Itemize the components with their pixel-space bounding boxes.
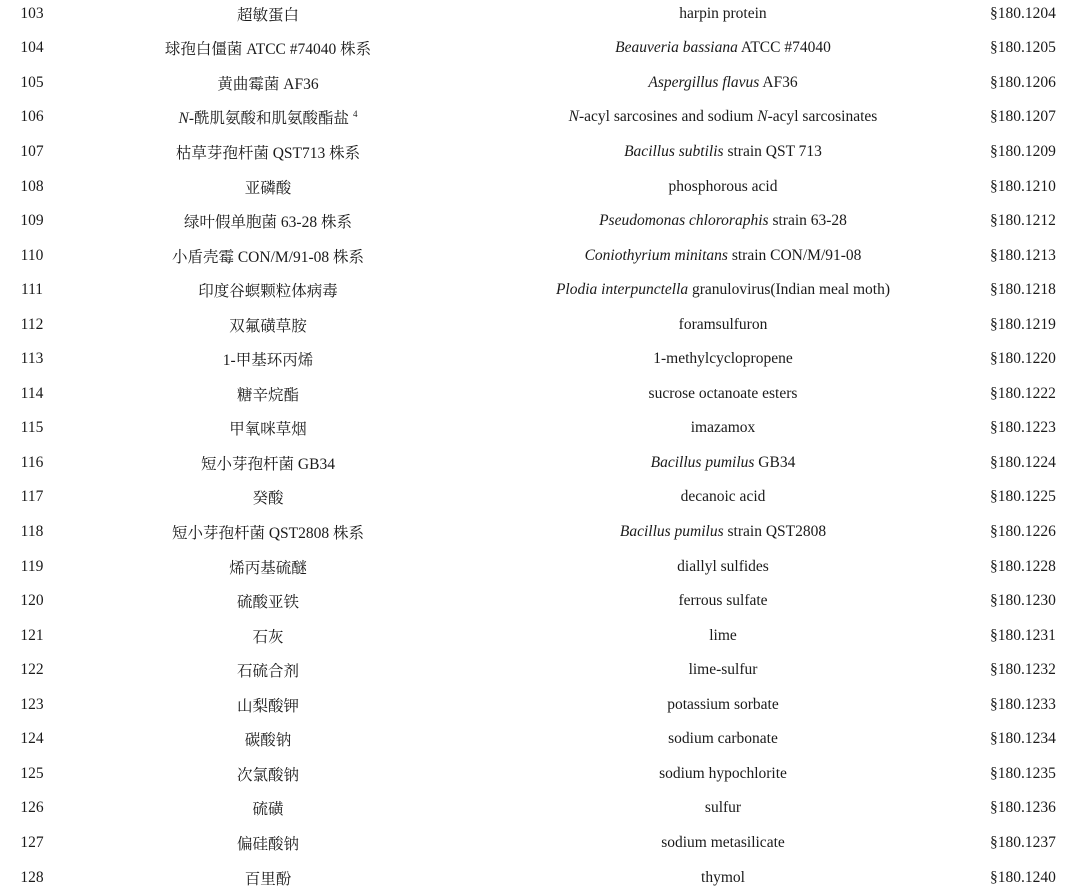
- chinese-name-text: 超敏蛋白: [236, 6, 299, 24]
- regulation-reference: §180.1218: [990, 281, 1056, 299]
- row-number: 121: [20, 626, 44, 644]
- chinese-name-text: 糖辛烷酯: [236, 386, 299, 404]
- english-name: [473, 523, 973, 541]
- chinese-name-text: 小盾壳霉 CON/M/91-08 株系: [171, 248, 365, 266]
- english-name-italic-2: N: [757, 108, 768, 126]
- regulation-reference: §180.1206: [990, 73, 1056, 91]
- english-name-italic: Plodia interpunctella: [555, 281, 689, 299]
- english-name: [473, 661, 973, 679]
- row-number: 105: [20, 73, 44, 91]
- regulation-reference: §180.1240: [990, 868, 1056, 886]
- chinese-name-text: 硫酸亚铁: [236, 594, 299, 612]
- table-row: [0, 204, 1080, 239]
- regulation-reference: §180.1225: [990, 488, 1056, 506]
- chinese-name-text: 短小芽孢杆菌 QST2808 株系: [171, 525, 365, 542]
- row-number: 117: [20, 488, 44, 506]
- table-row: [0, 169, 1080, 204]
- chinese-name: [128, 3, 408, 25]
- english-name-text: 1-methylcyclopropene: [653, 350, 793, 368]
- english-name: [473, 74, 973, 92]
- row-number: 122: [20, 661, 44, 679]
- row-number: 120: [20, 592, 44, 610]
- regulation-reference: §180.1212: [990, 212, 1056, 230]
- chinese-name-text: 癸酸: [252, 490, 284, 508]
- chinese-name: [128, 521, 408, 543]
- english-name-text: ferrous sulfate: [678, 592, 768, 610]
- table-row: [0, 757, 1080, 792]
- english-name: [473, 5, 973, 23]
- regulation-reference: §180.1233: [990, 695, 1056, 713]
- chinese-name: [128, 486, 408, 508]
- chinese-name-text: 亚磷酸: [244, 179, 292, 197]
- chinese-name-text: 次氯酸钠: [236, 766, 299, 784]
- english-name-italic: Bacillus subtilis: [624, 142, 724, 160]
- english-name: [473, 316, 973, 334]
- table-row: [0, 342, 1080, 377]
- english-name-text: diallyl sulfides: [677, 557, 769, 575]
- row-number: 109: [20, 212, 44, 230]
- chinese-name-text: 绿叶假单胞菌 63-28 株系: [184, 214, 352, 232]
- english-name: [473, 454, 973, 472]
- row-number: 114: [20, 384, 44, 402]
- chinese-name: [128, 763, 408, 785]
- row-number: 107: [20, 142, 44, 160]
- chinese-name: [128, 417, 408, 439]
- row-number: 118: [20, 523, 44, 540]
- chinese-name: [128, 694, 408, 716]
- english-name-text: lime: [709, 626, 737, 644]
- chinese-name-text: 山梨酸钾: [236, 697, 299, 715]
- chinese-name: [128, 245, 408, 267]
- table-row: [0, 238, 1080, 273]
- table-row: [0, 66, 1080, 101]
- chinese-name: [128, 314, 408, 336]
- table-row: [0, 31, 1080, 66]
- table-row: [0, 860, 1080, 895]
- chinese-name-text: 球孢白僵菌 ATCC #74040 株系: [164, 41, 372, 59]
- english-name: [473, 627, 973, 645]
- chinese-name: [128, 452, 408, 474]
- english-name-text: strain QST 713: [723, 142, 822, 160]
- chinese-name-text: 黄曲霉菌 AF36: [217, 75, 319, 93]
- english-name-text: strain CON/M/91-08: [727, 246, 862, 264]
- chinese-name-text: 石硫合剂: [236, 663, 299, 681]
- table-row: [0, 515, 1080, 550]
- row-number: 104: [20, 39, 44, 57]
- chinese-name: [128, 659, 408, 681]
- chinese-name-text: 短小芽孢杆菌 GB34: [201, 455, 335, 473]
- table-row: [0, 722, 1080, 757]
- table-row: [0, 100, 1080, 135]
- chinese-name: [128, 797, 408, 819]
- regulation-reference: §180.1209: [990, 142, 1056, 160]
- row-number: 110: [20, 246, 44, 264]
- regulation-reference: §180.1234: [990, 730, 1056, 748]
- table-row: [0, 826, 1080, 861]
- english-name: [473, 247, 973, 265]
- regulation-reference: §180.1237: [990, 833, 1056, 851]
- english-name-text: strain 63-28: [768, 212, 847, 230]
- row-number: 124: [20, 730, 44, 748]
- chinese-name: [128, 176, 408, 198]
- table-row: [0, 584, 1080, 619]
- row-number: 128: [20, 868, 44, 886]
- english-name: [473, 730, 973, 748]
- table-row: [0, 549, 1080, 584]
- table-row: [0, 446, 1080, 481]
- chinese-name: [128, 348, 408, 370]
- table-row: [0, 653, 1080, 688]
- row-number: 116: [20, 453, 44, 471]
- chinese-name: [128, 556, 408, 578]
- english-name: [473, 488, 973, 506]
- chinese-name: [128, 72, 408, 94]
- chinese-name-text: 硫磺: [252, 801, 284, 819]
- regulation-reference: §180.1205: [990, 39, 1056, 57]
- regulation-reference: §180.1236: [990, 799, 1056, 817]
- chinese-name-text: -酰肌氨酸和肌氨酸酯盐: [188, 110, 353, 128]
- chinese-name-text: 双氟磺草胺: [229, 317, 307, 335]
- table-row: [0, 0, 1080, 31]
- chinese-name: [128, 625, 408, 647]
- regulation-reference: §180.1207: [990, 108, 1056, 126]
- english-name-text: granulovirus(Indian meal moth): [688, 281, 891, 299]
- chinese-name: [128, 728, 408, 750]
- english-name-text: decanoic acid: [680, 488, 766, 506]
- english-name: [473, 281, 973, 299]
- chinese-name-text: 1-甲基环丙烯: [222, 352, 314, 370]
- english-name-text: ATCC #74040: [737, 39, 831, 57]
- english-name-text: potassium sorbate: [667, 695, 779, 713]
- english-name-text: thymol: [701, 868, 745, 886]
- english-name: [473, 834, 973, 852]
- english-name-text: AF36: [759, 73, 798, 91]
- english-name-italic: Bacillus pumilus: [650, 453, 755, 471]
- chinese-name: [128, 590, 408, 612]
- table-row: [0, 688, 1080, 723]
- table-row: [0, 273, 1080, 308]
- regulation-reference: §180.1220: [990, 350, 1056, 368]
- english-name: [473, 592, 973, 610]
- regulation-reference: §180.1231: [990, 626, 1056, 644]
- row-number: 108: [20, 177, 44, 195]
- chinese-name-text: 石灰: [252, 628, 284, 646]
- english-name-text: sodium carbonate: [668, 730, 778, 748]
- footnote-marker: 4: [352, 109, 358, 120]
- table-row: [0, 377, 1080, 412]
- chinese-name-text: 偏硅酸钠: [236, 835, 299, 853]
- regulation-reference: §180.1210: [990, 177, 1056, 195]
- english-name-text: phosphorous acid: [668, 177, 778, 195]
- english-name: [473, 765, 973, 783]
- english-name-italic: Pseudomonas chlororaphis: [599, 212, 769, 230]
- english-name-text: sodium metasilicate: [661, 833, 785, 851]
- english-name-text: lime-sulfur: [688, 661, 758, 679]
- chinese-name: [128, 210, 408, 232]
- chinese-name-text: 烯丙基硫醚: [229, 559, 307, 577]
- chinese-name: [128, 106, 408, 128]
- row-number: 119: [20, 557, 44, 575]
- chinese-name: [128, 832, 408, 854]
- english-name: [473, 212, 973, 230]
- chinese-name: [128, 279, 408, 301]
- table-row: [0, 135, 1080, 170]
- regulation-reference: §180.1224: [990, 453, 1056, 471]
- chinese-name-text: 碳酸钠: [244, 732, 292, 750]
- english-name-text: foramsulfuron: [678, 315, 768, 333]
- row-number: 123: [20, 695, 44, 713]
- regulation-reference: §180.1230: [990, 592, 1056, 610]
- english-name: [473, 869, 973, 887]
- row-number: 112: [20, 315, 44, 333]
- english-name: [473, 385, 973, 403]
- english-name: [473, 696, 973, 714]
- english-name-text: harpin protein: [679, 4, 767, 22]
- table-row: [0, 618, 1080, 653]
- english-name-italic: Beauveria bassiana: [615, 39, 738, 57]
- chinese-name-text: 枯草芽孢杆菌 QST713 株系: [175, 144, 361, 162]
- row-number: 125: [20, 764, 44, 782]
- table-row: [0, 791, 1080, 826]
- table-row: [0, 480, 1080, 515]
- english-name-italic: Bacillus pumilus: [619, 523, 724, 540]
- english-name-italic: N: [568, 108, 580, 126]
- regulation-reference: §180.1226: [990, 523, 1056, 540]
- english-name: [473, 419, 973, 437]
- chinese-name: [128, 37, 408, 59]
- row-number: 106: [20, 108, 44, 126]
- english-name-italic: Coniothyrium minitans: [584, 246, 728, 264]
- english-name: [473, 178, 973, 196]
- english-name: [473, 558, 973, 576]
- regulation-reference: §180.1213: [990, 246, 1056, 264]
- row-number: 111: [20, 281, 44, 299]
- chinese-name: [128, 141, 408, 163]
- row-number: 113: [20, 350, 44, 368]
- english-name-text: -acyl sarcosines and sodium: [579, 108, 758, 126]
- chinese-name-text: 甲氧咪草烟: [229, 421, 307, 439]
- regulation-reference: §180.1235: [990, 764, 1056, 782]
- english-name: [473, 143, 973, 161]
- english-name-text: imazamox: [690, 419, 756, 437]
- chinese-name: [128, 383, 408, 405]
- english-name: [473, 108, 973, 126]
- english-name-italic: Aspergillus flavus: [648, 73, 760, 91]
- english-name: [473, 799, 973, 817]
- regulation-reference: §180.1232: [990, 661, 1056, 679]
- row-number: 126: [20, 799, 44, 817]
- regulation-reference: §180.1219: [990, 315, 1056, 333]
- row-number: 103: [20, 4, 44, 22]
- chinese-name-italic-prefix: N: [178, 110, 189, 128]
- english-name: [473, 350, 973, 368]
- english-name-text: sucrose octanoate esters: [648, 384, 798, 402]
- regulation-reference: §180.1223: [990, 419, 1056, 437]
- english-name-text: strain QST2808: [723, 523, 827, 540]
- english-name-text: GB34: [754, 453, 796, 471]
- chinese-name: [128, 867, 408, 889]
- english-name-text: sodium hypochlorite: [659, 764, 787, 782]
- regulation-reference: §180.1228: [990, 557, 1056, 575]
- chinese-name-text: 印度谷螟颗粒体病毒: [198, 283, 338, 301]
- table-row: [0, 411, 1080, 446]
- regulation-reference: §180.1222: [990, 384, 1056, 402]
- english-name: [473, 39, 973, 57]
- table-row: [0, 307, 1080, 342]
- english-name-tail: -acyl sarcosinates: [767, 108, 878, 126]
- row-number: 127: [20, 833, 44, 851]
- row-number: 115: [20, 419, 44, 437]
- english-name-text: sulfur: [704, 799, 742, 817]
- regulation-reference: §180.1204: [990, 4, 1056, 22]
- chinese-name-text: 百里酚: [244, 870, 292, 888]
